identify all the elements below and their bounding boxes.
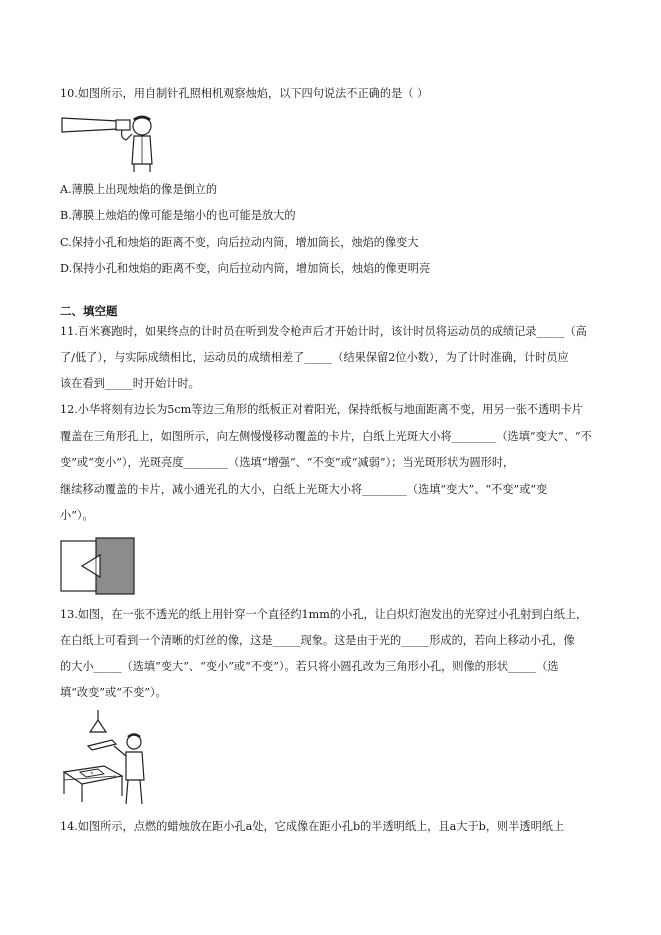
- q12-line-3: 变”或“变小”），光斑亮度________（选填“增强”、“不变”或“减弱”）；当光斑形状为圆形时，: [60, 456, 515, 469]
- q10-option-a: A.薄膜上出现烛焰的像是倒立的: [60, 183, 218, 196]
- q13-line-3: 的大小_____（选填“变大”、“变小”或“不变”）。若只将小圆孔改为三角形小孔，则像的形状_____（选: [60, 660, 559, 673]
- q13-line-4: 填“改变”或“不变”）。: [60, 686, 167, 699]
- opaque-card: [96, 538, 134, 594]
- observer-hand: [122, 130, 133, 140]
- pinhole-card: [88, 740, 116, 750]
- q10-option-d: D.保持小孔和烛焰的距离不变，向后拉动内筒，增加筒长，烛焰的像更明亮: [60, 262, 431, 275]
- camera-tube: [62, 118, 118, 132]
- lamp-bulb: [90, 720, 106, 732]
- q12-line-4: 继续移动覆盖的卡片，减小通光孔的大小，白纸上光斑大小将________（选填“变大”、“不变”或“变: [60, 483, 548, 496]
- camera-inner-tube: [116, 120, 130, 130]
- q14-line-1: 14.如图所示，点燃的蜡烛放在距小孔a处，它成像在距小孔b的半透明纸上，且a大于b，则半透明纸上: [60, 820, 565, 833]
- person-body: [126, 752, 144, 780]
- q10-option-c: C.保持小孔和烛焰的距离不变，向后拉动内筒，增加筒长，烛焰的像变大: [60, 236, 419, 249]
- q12-line-1: 12.小华将刻有边长为5cm等边三角形的纸板正对着阳光，保持纸板与地面距离不变，用另一张不透明卡片: [60, 403, 583, 416]
- pinhole-lamp-figure: [60, 710, 152, 806]
- pinhole-camera-figure: [60, 110, 160, 174]
- q11-line-1: 11.百米赛跑时，如果终点的计时员在听到发令枪声后才开始计时，该计时员将运动员的成绩记录_____（高: [60, 325, 587, 338]
- q13-line-2: 在白纸上可看到一个清晰的灯丝的像，这是_____现象。这是由于光的_____形成的，若向上移动小孔，像: [60, 634, 575, 647]
- q11-line-3: 该在看到_____时开始计时。: [60, 377, 200, 390]
- q12-line-5: 小”）。: [60, 509, 94, 522]
- q13-line-1: 13.如图，在一张不透光的纸上用针穿一个直径约1mm的小孔，让白炽灯泡发出的光穿过小孔射到白纸上，: [60, 608, 588, 621]
- q11-line-2: 了/低了），与实际成绩相比，运动员的成绩相差了_____（结果保留2位小数），为了计时准确，计时员应: [60, 351, 569, 364]
- q10-stem: 10.如图所示，用自制针孔照相机观察烛焰，以下四句说法不正确的是（ ）: [60, 87, 429, 100]
- triangle-hole-card-figure: [60, 537, 136, 595]
- q12-line-2: 覆盖在三角形孔上，如图所示，向左侧慢慢移动覆盖的卡片，白纸上光斑大小将________（选填“变大”、“不: [60, 430, 592, 443]
- q10-option-b: B.薄膜上烛焰的像可能是缩小的也可能是放大的: [60, 209, 296, 222]
- section-title-fill-blank: 二、填空题: [60, 304, 118, 318]
